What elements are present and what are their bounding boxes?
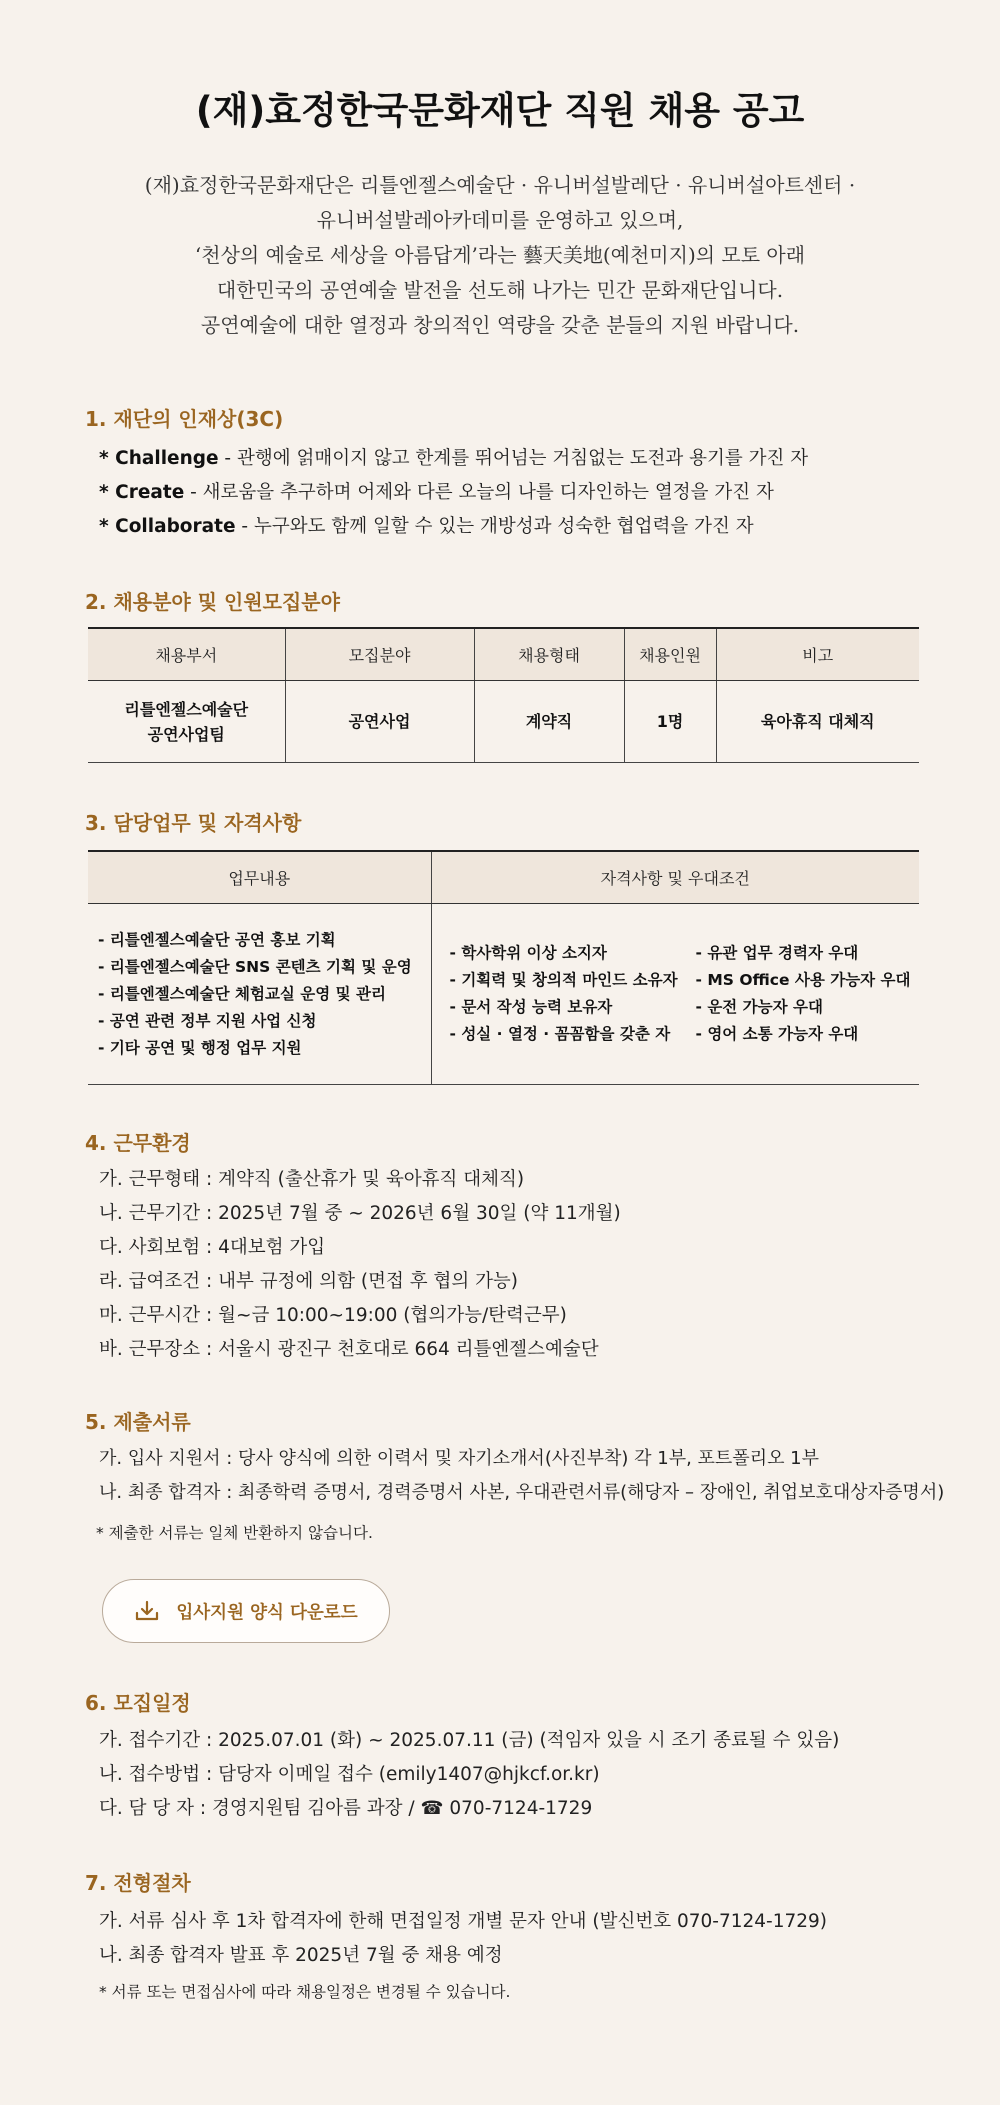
note-cell: 육아휴직 대체직 <box>760 712 875 731</box>
dept-line: 공연사업팀 <box>147 724 225 744</box>
download-label: 입사지원 양식 다운로드 <box>176 1602 358 1623</box>
download-icon <box>134 1599 160 1623</box>
duty-item: - 기타 공연 및 행정 업무 지원 <box>98 1038 302 1057</box>
column-header: 비고 <box>716 628 919 681</box>
column-header: 자격사항 및 우대조건 <box>431 851 919 904</box>
talent-term: * Challenge <box>99 448 219 469</box>
duty-item: - 리틀엔젤스예술단 체험교실 운영 및 관리 <box>98 984 386 1003</box>
talent-desc: - 새로움을 추구하며 어제와 다른 오늘의 나를 디자인하는 열정을 가진 자 <box>184 482 774 503</box>
preference-item: - MS Office 사용 가능자 우대 <box>695 971 911 989</box>
condition-item: 가. 근무형태 : 계약직 (출산휴가 및 육아휴직 대체직) <box>99 1169 525 1190</box>
qualification-item: - 학사학위 이상 소지자 <box>449 944 607 962</box>
intro-line: 유니버설발레아카데미를 운영하고 있으며, <box>316 208 684 232</box>
table-row <box>88 681 919 763</box>
talent-term: * Create <box>99 482 185 503</box>
intro-line: 공연예술에 대한 열정과 창의적인 역량을 갖춘 분들의 지원 바랍니다. <box>200 313 800 337</box>
condition-item: 바. 근무장소 : 서울시 광진구 천호대로 664 리틀엔젤스예술단 <box>99 1339 599 1360</box>
condition-item: 라. 급여조건 : 내부 규정에 의함 (면접 후 협의 가능) <box>99 1271 519 1292</box>
talent-list <box>99 442 959 544</box>
page-title: (재)효정한국문화재단 직원 채용 공고 <box>195 89 805 132</box>
talent-item <box>99 442 959 476</box>
schedule-item: 나. 접수방법 : 담당자 이메일 접수 (emily1407@hjkcf.or.kr) <box>99 1764 600 1785</box>
duty-item: - 리틀엔젤스예술단 공연 홍보 기획 <box>98 930 336 949</box>
column-header: 업무내용 <box>88 851 431 904</box>
section-5-heading: 5. 제출서류 <box>85 1410 191 1434</box>
column-header: 모집분야 <box>285 628 474 681</box>
qualification-list-required <box>450 940 678 1048</box>
preference-item: - 영어 소통 가능자 우대 <box>695 1025 859 1043</box>
talent-item <box>99 510 959 544</box>
condition-item: 다. 사회보험 : 4대보험 가입 <box>99 1237 326 1258</box>
column-header: 채용형태 <box>474 628 624 681</box>
schedule-list <box>99 1724 959 1826</box>
duties-table <box>88 850 919 1085</box>
section-7-heading: 7. 전형절차 <box>85 1871 191 1895</box>
field-cell: 공연사업 <box>285 681 474 763</box>
qualification-list-preferred <box>696 940 911 1048</box>
intro-paragraph <box>0 168 1000 343</box>
column-header: 채용인원 <box>624 628 716 681</box>
qualification-item: - 성실 · 열정 · 꼼꼼함을 갖춘 자 <box>449 1025 671 1043</box>
condition-item: 나. 근무기간 : 2025년 7월 중 ~ 2026년 6월 30일 (약 11개월) <box>99 1203 621 1224</box>
section-6-heading: 6. 모집일정 <box>85 1691 191 1715</box>
section-4-heading: 4. 근무환경 <box>85 1131 191 1155</box>
schedule-item: 가. 접수기간 : 2025.07.01 (화) ~ 2025.07.11 (금) (적임자 있을 시 조기 종료될 수 있음) <box>99 1730 840 1751</box>
schedule-item: 다. 담 당 자 : 경영지원팀 김아름 과장 / ☎ 070-7124-1729 <box>99 1798 593 1819</box>
table-header-row <box>88 851 919 904</box>
recruitment-table <box>88 627 919 763</box>
qualifications-cell <box>431 904 919 1085</box>
qualification-columns <box>450 940 919 1048</box>
document-item: 나. 최종 합격자 : 최종학력 증명서, 경력증명서 사본, 우대관련서류(해당자 – 장애인, 취업보호대상자증명서) <box>99 1482 945 1503</box>
duties-cell <box>88 904 431 1085</box>
intro-line: (재)효정한국문화재단은 리틀엔젤스예술단 · 유니버설발레단 · 유니버설아트센터 · <box>144 173 856 197</box>
dept-line: 리틀엔젤스예술단 <box>124 699 249 719</box>
condition-item: 마. 근무시간 : 월~금 10:00~19:00 (협의가능/탄력근무) <box>99 1305 567 1326</box>
talent-desc: - 관행에 얽매이지 않고 한계를 뛰어넘는 거침없는 도전과 용기를 가진 자 <box>218 448 809 469</box>
qualification-item: - 문서 작성 능력 보유자 <box>449 998 613 1016</box>
process-list <box>99 1905 959 1973</box>
work-conditions-list <box>99 1163 959 1367</box>
preference-item: - 운전 가능자 우대 <box>695 998 823 1016</box>
qualification-item: - 기획력 및 창의적 마인드 소유자 <box>449 971 678 989</box>
talent-desc: - 누구와도 함께 일할 수 있는 개방성과 성숙한 협업력을 가진 자 <box>235 516 754 537</box>
intro-line: 대한민국의 공연예술 발전을 선도해 나가는 민간 문화재단입니다. <box>216 278 784 302</box>
table-header-row <box>88 628 919 681</box>
talent-item <box>99 476 959 510</box>
documents-note: * 제출한 서류는 일체 반환하지 않습니다. <box>96 1524 373 1542</box>
type-cell: 계약직 <box>474 681 624 763</box>
document-item: 가. 입사 지원서 : 당사 양식에 의한 이력서 및 자기소개서(사진부착) 각 1부, 포트폴리오 1부 <box>99 1448 820 1469</box>
talent-term: * Collaborate <box>99 516 236 537</box>
column-header: 채용부서 <box>88 628 285 681</box>
process-item: 나. 최종 합격자 발표 후 2025년 7월 중 채용 예정 <box>99 1945 503 1966</box>
section-2-heading: 2. 채용분야 및 인원모집분야 <box>85 590 340 614</box>
documents-list <box>99 1442 959 1510</box>
intro-line: ‘천상의 예술로 세상을 아름답게’라는 藝天美地(예천미지)의 모토 아래 <box>194 243 806 267</box>
process-item: 가. 서류 심사 후 1차 합격자에 한해 면접일정 개별 문자 안내 (발신번호 070-7124-1729) <box>99 1911 827 1932</box>
count-cell: 1명 <box>624 681 716 763</box>
process-note: * 서류 또는 면접심사에 따라 채용일정은 변경될 수 있습니다. <box>99 1983 511 2001</box>
section-1-heading: 1. 재단의 인재상(3C) <box>85 407 284 431</box>
duty-item: - 공연 관련 정부 지원 사업 신청 <box>98 1011 317 1030</box>
table-row <box>88 904 919 1085</box>
dept-cell <box>88 681 285 763</box>
section-3-heading: 3. 담당업무 및 자격사항 <box>85 811 302 835</box>
duty-item: - 리틀엔젤스예술단 SNS 콘텐츠 기획 및 운영 <box>98 957 412 976</box>
download-form-button[interactable] <box>102 1579 390 1643</box>
preference-item: - 유관 업무 경력자 우대 <box>695 944 859 962</box>
